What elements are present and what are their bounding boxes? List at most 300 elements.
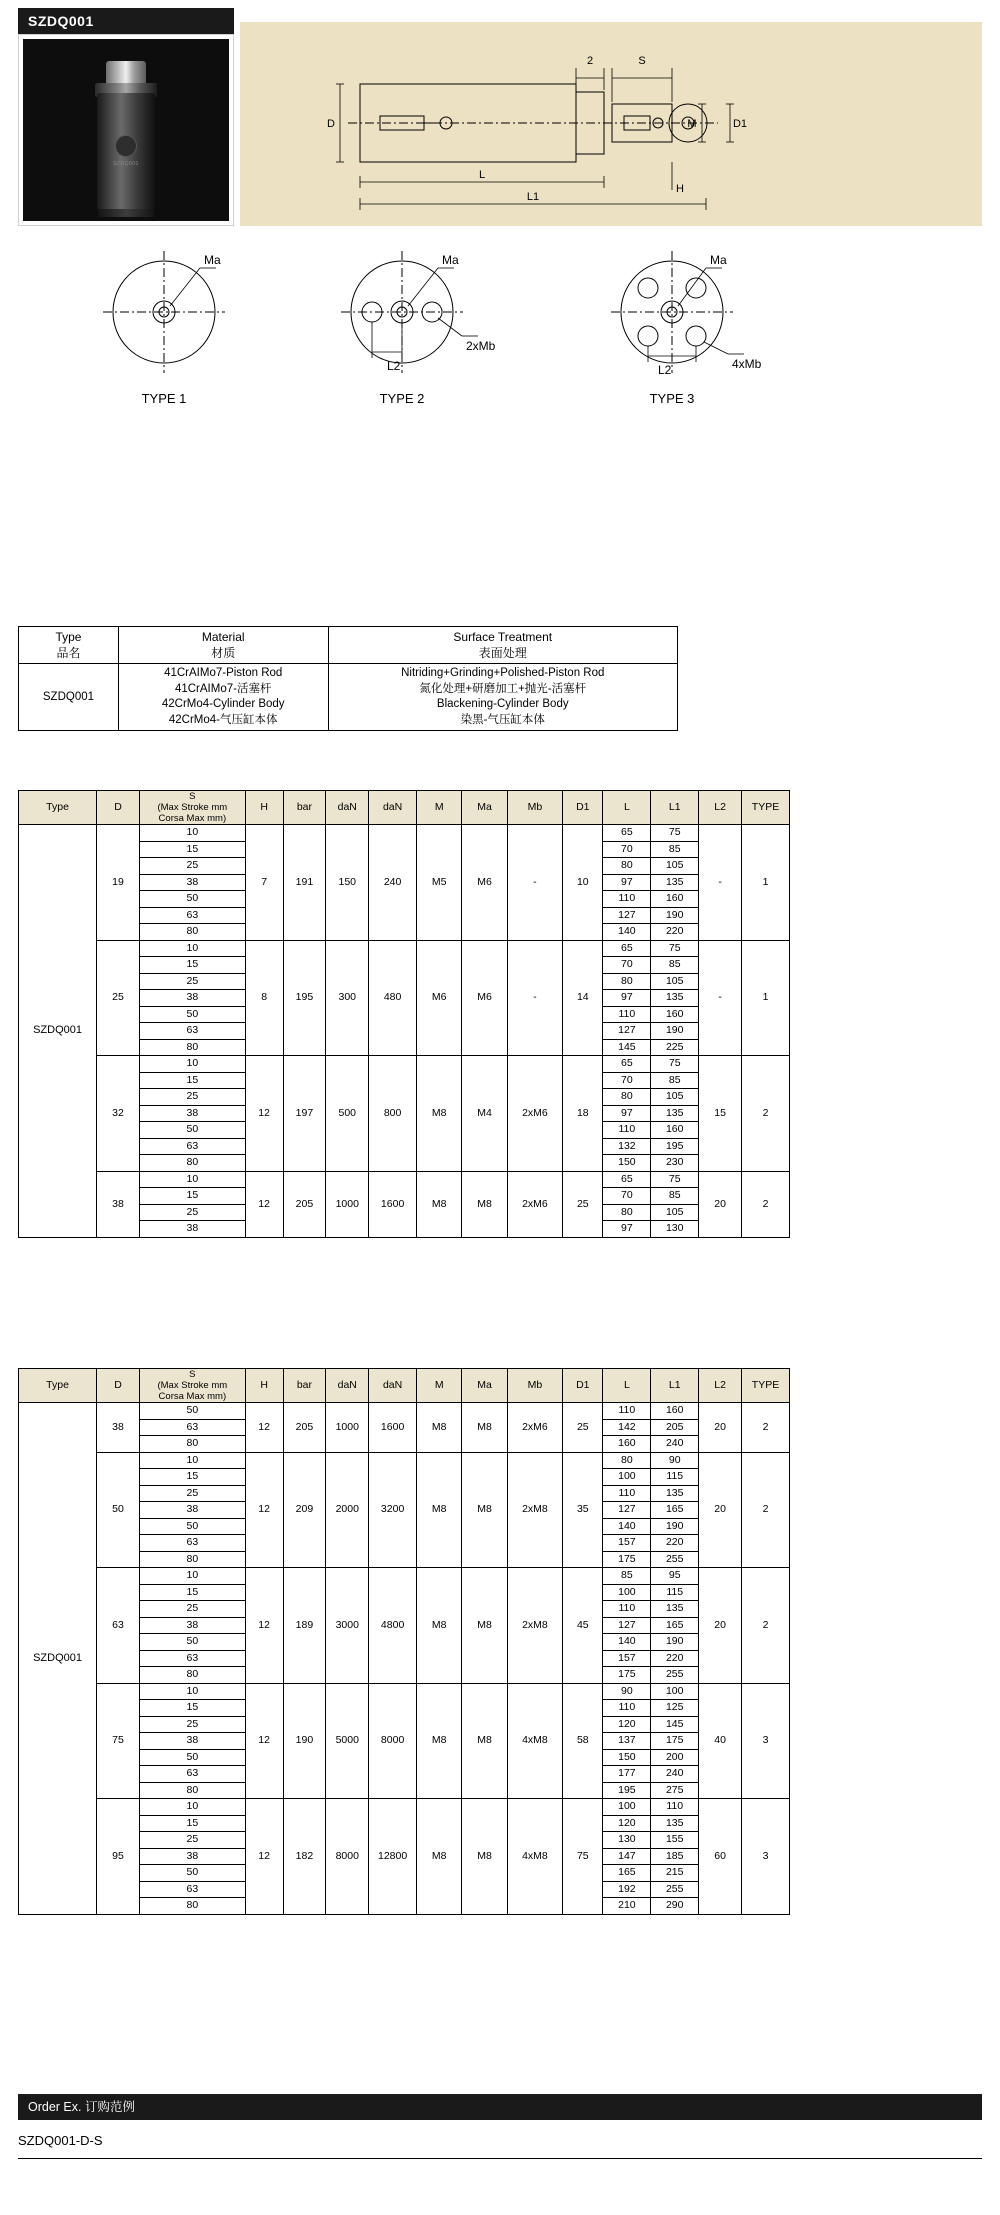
spec-header-dan-5: daN (326, 791, 369, 825)
spec-cell-s: 15 (139, 841, 245, 858)
spec-cell-l: 192 (603, 1881, 651, 1898)
spec-cell-l1: 230 (651, 1155, 699, 1172)
spec-cell-l1: 195 (651, 1138, 699, 1155)
spec-cell-l: 127 (603, 907, 651, 924)
material-table-header-row (19, 627, 678, 664)
spec-cell-m: M8 (417, 1568, 462, 1684)
spec-cell-bar: 182 (283, 1799, 326, 1915)
spec-cell-l: 130 (603, 1832, 651, 1849)
material-table-row (19, 664, 678, 731)
spec-cell-s: 80 (139, 1667, 245, 1684)
spec-cell-l1: 85 (651, 841, 699, 858)
spec-cell-mb: 4xM8 (507, 1799, 562, 1915)
spec-cell-bar: 189 (283, 1568, 326, 1684)
spec-header-row (19, 1369, 790, 1403)
spec-cell-l2: 20 (699, 1403, 742, 1453)
spec-cell-d1: 18 (563, 1056, 603, 1172)
spec-cell-d1: 75 (563, 1799, 603, 1915)
spec-cell-l: 70 (603, 1072, 651, 1089)
spec-cell-l1: 240 (651, 1436, 699, 1453)
spec-cell-dan1: 1000 (326, 1403, 369, 1453)
spec-cell-l1: 165 (651, 1617, 699, 1634)
spec-row (19, 1568, 790, 1585)
spec-cell-d: 32 (97, 1056, 140, 1172)
spec-cell-l1: 75 (651, 1056, 699, 1073)
spec-cell-l2: 20 (699, 1568, 742, 1684)
spec-cell-s: 63 (139, 1650, 245, 1667)
spec-cell-dan1: 500 (326, 1056, 369, 1172)
spec-cell-dan2: 240 (369, 825, 417, 941)
spec-cell-s: 25 (139, 1832, 245, 1849)
spec-cell-dan1: 150 (326, 825, 369, 941)
spec-cell-s: 15 (139, 1469, 245, 1486)
spec-cell-l1: 135 (651, 990, 699, 1007)
spec-cell-l: 150 (603, 1749, 651, 1766)
spec-cell-d: 95 (97, 1799, 140, 1915)
spec-header-ma-8: Ma (462, 791, 507, 825)
spec-cell-s: 80 (139, 1155, 245, 1172)
dim-label-S: S (638, 55, 646, 67)
spec-cell-s: 25 (139, 973, 245, 990)
spec-cell-dan2: 1600 (369, 1171, 417, 1237)
spec-table-1 (18, 790, 790, 1238)
spec-cell-l1: 105 (651, 1089, 699, 1106)
spec-cell-l1: 105 (651, 973, 699, 990)
spec-cell-s: 50 (139, 1122, 245, 1139)
spec-cell-s: 15 (139, 1815, 245, 1832)
spec-cell-type-num: 3 (742, 1799, 790, 1915)
spec-cell-d: 75 (97, 1683, 140, 1799)
spec-cell-l1: 95 (651, 1568, 699, 1585)
spec-header-l1-12: L1 (651, 1369, 699, 1403)
spec-cell-l1: 100 (651, 1683, 699, 1700)
spec-cell-l1: 205 (651, 1419, 699, 1436)
spec-cell-l: 80 (603, 973, 651, 990)
spec-cell-dan2: 3200 (369, 1452, 417, 1568)
spec-cell-l: 195 (603, 1782, 651, 1799)
spec-header-h-3: H (245, 791, 283, 825)
spec-cell-h: 12 (245, 1056, 283, 1172)
spec-cell-bar: 197 (283, 1056, 326, 1172)
spec-cell-s: 25 (139, 1716, 245, 1733)
spec-cell-s: 38 (139, 1848, 245, 1865)
spec-cell-bar: 205 (283, 1403, 326, 1453)
page-title: SZDQ001 (18, 8, 234, 34)
spec-cell-l1: 220 (651, 924, 699, 941)
spec-header-s: S (Max Stroke mm Corsa Max mm) (139, 791, 245, 825)
spec-cell-l: 127 (603, 1023, 651, 1040)
spec-cell-l: 97 (603, 1221, 651, 1238)
spec-cell-l: 142 (603, 1419, 651, 1436)
spec-cell-l: 175 (603, 1667, 651, 1684)
material-cell-material: 41CrAIMo7-Piston Rod 41CrAIMo7-活塞杆 42CrMo4-Cylinder Body 42CrMo4-气压缸本体 (118, 664, 328, 731)
spec-cell-type-num: 2 (742, 1403, 790, 1453)
spec-cell-bar: 190 (283, 1683, 326, 1799)
spec-cell-s: 50 (139, 1403, 245, 1420)
spec-cell-l: 137 (603, 1733, 651, 1750)
spec-cell-l1: 200 (651, 1749, 699, 1766)
spec-cell-h: 8 (245, 940, 283, 1056)
spec-row (19, 1799, 790, 1816)
spec-cell-s: 50 (139, 1518, 245, 1535)
order-example-bar: Order Ex. 订购范例 (18, 2094, 982, 2120)
spec-cell-bar: 191 (283, 825, 326, 941)
spec-header-s: S (Max Stroke mm Corsa Max mm) (139, 1369, 245, 1403)
spec-cell-l1: 185 (651, 1848, 699, 1865)
spec-cell-s: 80 (139, 924, 245, 941)
spec-cell-type-num: 3 (742, 1683, 790, 1799)
spec-cell-s: 80 (139, 1551, 245, 1568)
spec-cell-h: 12 (245, 1683, 283, 1799)
spec-cell-s: 38 (139, 1617, 245, 1634)
spec-cell-bar: 195 (283, 940, 326, 1056)
spec-cell-s: 15 (139, 1584, 245, 1601)
spec-cell-s: 80 (139, 1782, 245, 1799)
spec-cell-l: 110 (603, 1403, 651, 1420)
spec-header-mb-9: Mb (507, 1369, 562, 1403)
spec-header-d1-10: D1 (563, 1369, 603, 1403)
spec-cell-m: M8 (417, 1056, 462, 1172)
spec-cell-s: 50 (139, 1865, 245, 1882)
spec-header-row (19, 791, 790, 825)
spec-cell-l: 65 (603, 825, 651, 842)
spec-cell-dan2: 1600 (369, 1403, 417, 1453)
spec-cell-l: 65 (603, 1171, 651, 1188)
spec-row (19, 1683, 790, 1700)
dim-label-H: H (676, 183, 684, 195)
spec-cell-l: 70 (603, 841, 651, 858)
type-1-caption: TYPE 1 (141, 391, 187, 406)
order-example-code: SZDQ001-D-S (18, 2133, 103, 2148)
spec-cell-s: 15 (139, 1188, 245, 1205)
type2-l2-label: L2 (387, 359, 401, 373)
spec-cell-l: 100 (603, 1799, 651, 1816)
spec-header-type-0: Type (19, 791, 97, 825)
spec-cell-bar: 205 (283, 1171, 326, 1237)
spec-cell-d: 19 (97, 825, 140, 941)
dim-label-D1: D1 (732, 118, 748, 130)
spec-header-m-7: M (417, 791, 462, 825)
type-3-caption: TYPE 3 (649, 391, 695, 406)
spec-cell-m: M8 (417, 1452, 462, 1568)
spec-cell-ma: M8 (462, 1799, 507, 1915)
type3-mb-label: 4xMb (732, 357, 762, 371)
spec-cell-mb: 2xM6 (507, 1171, 562, 1237)
spec-header-ma-8: Ma (462, 1369, 507, 1403)
technical-drawing-panel (240, 22, 982, 226)
spec-cell-h: 12 (245, 1171, 283, 1237)
spec-cell-l1: 135 (651, 1601, 699, 1618)
spec-header-l-11: L (603, 791, 651, 825)
spec-cell-ma: M8 (462, 1568, 507, 1684)
spec-cell-l2: 20 (699, 1171, 742, 1237)
spec-cell-h: 12 (245, 1452, 283, 1568)
spec-cell-s: 10 (139, 825, 245, 842)
spec-cell-l: 210 (603, 1898, 651, 1915)
spec-cell-l: 70 (603, 1188, 651, 1205)
spec-cell-l: 150 (603, 1155, 651, 1172)
spec-cell-l1: 130 (651, 1221, 699, 1238)
product-photo-label: SZDQ001 (113, 161, 139, 167)
spec-cell-d1: 35 (563, 1452, 603, 1568)
spec-cell-s: 38 (139, 1105, 245, 1122)
spec-cell-l1: 90 (651, 1452, 699, 1469)
spec-cell-l2: - (699, 825, 742, 941)
spec-cell-l1: 240 (651, 1766, 699, 1783)
spec-cell-ma: M8 (462, 1171, 507, 1237)
spec-cell-type-num: 1 (742, 825, 790, 941)
spec-cell-l: 80 (603, 1452, 651, 1469)
spec-cell-s: 25 (139, 1204, 245, 1221)
spec-row (19, 940, 790, 957)
spec-cell-l1: 145 (651, 1716, 699, 1733)
spec-header-l1-12: L1 (651, 791, 699, 825)
spec-cell-l: 157 (603, 1535, 651, 1552)
spec-cell-l: 90 (603, 1683, 651, 1700)
spec-cell-d: 25 (97, 940, 140, 1056)
spec-cell-s: 38 (139, 874, 245, 891)
dim-label-L1: L1 (526, 191, 540, 203)
spec-cell-l1: 85 (651, 1188, 699, 1205)
spec-cell-m: M8 (417, 1171, 462, 1237)
spec-cell-l1: 190 (651, 1023, 699, 1040)
spec-cell-l1: 190 (651, 907, 699, 924)
spec-row (19, 1403, 790, 1420)
spec-cell-mb: 2xM8 (507, 1568, 562, 1684)
spec-cell-l: 140 (603, 1634, 651, 1651)
spec-header-l-11: L (603, 1369, 651, 1403)
spec-cell-s: 25 (139, 1089, 245, 1106)
spec-header-m-7: M (417, 1369, 462, 1403)
spec-cell-l1: 220 (651, 1650, 699, 1667)
spec-cell-h: 12 (245, 1568, 283, 1684)
spec-cell-l: 65 (603, 940, 651, 957)
spec-cell-s: 50 (139, 1006, 245, 1023)
spec-header-type-14: TYPE (742, 1369, 790, 1403)
spec-cell-d1: 10 (563, 825, 603, 941)
spec-cell-mb: 2xM6 (507, 1403, 562, 1453)
spec-cell-dan2: 800 (369, 1056, 417, 1172)
spec-cell-m: M8 (417, 1403, 462, 1453)
spec-cell-l: 70 (603, 957, 651, 974)
spec-cell-l1: 110 (651, 1799, 699, 1816)
spec-cell-l: 160 (603, 1436, 651, 1453)
spec-cell-dan1: 8000 (326, 1799, 369, 1915)
spec-cell-l: 120 (603, 1716, 651, 1733)
spec-cell-dan1: 5000 (326, 1683, 369, 1799)
spec-cell-l2: 20 (699, 1452, 742, 1568)
spec-cell-m: M5 (417, 825, 462, 941)
spec-cell-s: 15 (139, 1700, 245, 1717)
spec-cell-s: 38 (139, 1221, 245, 1238)
spec-cell-l1: 165 (651, 1502, 699, 1519)
material-cell-surface: Nitriding+Grinding+Polished-Piston Rod 氮化处理+研磨加工+抛光-活塞杆 Blackening-Cylinder Body 染黑-气压缸本体 (328, 664, 677, 731)
spec-cell-l: 145 (603, 1039, 651, 1056)
spec-cell-d: 38 (97, 1171, 140, 1237)
dim-label-2: 2 (586, 55, 594, 67)
spec-header-bar-4: bar (283, 791, 326, 825)
spec-cell-ma: M4 (462, 1056, 507, 1172)
spec-cell-l: 140 (603, 1518, 651, 1535)
type3-ma-label: Ma (710, 253, 727, 267)
spec-cell-type-num: 2 (742, 1171, 790, 1237)
spec-cell-s: 10 (139, 1056, 245, 1073)
spec-cell-l: 132 (603, 1138, 651, 1155)
spec-cell-d: 63 (97, 1568, 140, 1684)
spec-cell-l: 110 (603, 891, 651, 908)
spec-cell-l1: 115 (651, 1469, 699, 1486)
spec-cell-s: 63 (139, 1881, 245, 1898)
spec-cell-s: 10 (139, 1799, 245, 1816)
spec-cell-mb: 2xM6 (507, 1056, 562, 1172)
spec-cell-l2: 60 (699, 1799, 742, 1915)
spec-header-d1-10: D1 (563, 791, 603, 825)
product-logo-icon (115, 135, 137, 157)
spec-cell-l: 97 (603, 1105, 651, 1122)
spec-cell-d1: 45 (563, 1568, 603, 1684)
spec-cell-l1: 160 (651, 891, 699, 908)
material-cell-type: SZDQ001 (19, 664, 119, 731)
spec-cell-s: 63 (139, 1023, 245, 1040)
spec-cell-d1: 58 (563, 1683, 603, 1799)
spec-cell-l1: 190 (651, 1518, 699, 1535)
spec-cell-l1: 85 (651, 1072, 699, 1089)
dim-label-M: M (687, 118, 697, 130)
spec-cell-l1: 135 (651, 1105, 699, 1122)
spec-cell-l: 140 (603, 924, 651, 941)
spec-cell-dan1: 1000 (326, 1171, 369, 1237)
spec-header-type-14: TYPE (742, 791, 790, 825)
spec-cell-s: 63 (139, 1535, 245, 1552)
spec-cell-l1: 115 (651, 1584, 699, 1601)
spec-cell-l: 120 (603, 1815, 651, 1832)
dim-label-D: D (327, 118, 335, 130)
spec-cell-l1: 160 (651, 1403, 699, 1420)
spec-cell-ma: M8 (462, 1403, 507, 1453)
spec-cell-ma: M8 (462, 1452, 507, 1568)
spec-cell-s: 38 (139, 990, 245, 1007)
spec-cell-l: 100 (603, 1469, 651, 1486)
spec-cell-s: 38 (139, 1502, 245, 1519)
spec-cell-l1: 160 (651, 1122, 699, 1139)
spec-cell-l: 127 (603, 1617, 651, 1634)
spec-cell-ma: M6 (462, 825, 507, 941)
spec-cell-type-num: 2 (742, 1056, 790, 1172)
product-photo (18, 34, 234, 226)
spec-cell-s: 63 (139, 1766, 245, 1783)
spec-cell-d1: 25 (563, 1171, 603, 1237)
spec-cell-l: 110 (603, 1601, 651, 1618)
spec-cell-l: 157 (603, 1650, 651, 1667)
spec-row (19, 1452, 790, 1469)
type1-ma-label: Ma (204, 253, 221, 267)
photo-background (23, 39, 229, 221)
spec-cell-d: 38 (97, 1403, 140, 1453)
spec-cell-s: 10 (139, 1171, 245, 1188)
spec-cell-s: 10 (139, 1568, 245, 1585)
spec-cell-l1: 255 (651, 1881, 699, 1898)
spec-cell-mb: - (507, 825, 562, 941)
spec-header-dan-5: daN (326, 1369, 369, 1403)
spec-cell-m: M6 (417, 940, 462, 1056)
cylinder-ring-illustration (98, 209, 154, 217)
spec-cell-bar: 209 (283, 1452, 326, 1568)
spec-cell-l2: 15 (699, 1056, 742, 1172)
type2-ma-label: Ma (442, 253, 459, 267)
spec-cell-l1: 105 (651, 858, 699, 875)
spec-cell-l: 80 (603, 1089, 651, 1106)
spec-cell-type: SZDQ001 (19, 1403, 97, 1915)
spec-header-d-1: D (97, 791, 140, 825)
type3-l2-label: L2 (658, 363, 672, 377)
spec-cell-l1: 135 (651, 1815, 699, 1832)
type-2-caption: TYPE 2 (379, 391, 425, 406)
spec-cell-dan2: 4800 (369, 1568, 417, 1684)
spec-cell-l: 100 (603, 1584, 651, 1601)
type-views (0, 236, 1000, 406)
spec-cell-s: 50 (139, 1634, 245, 1651)
material-table (18, 626, 678, 731)
spec-header-dan-6: daN (369, 1369, 417, 1403)
technical-drawing-svg (240, 22, 982, 226)
spec-cell-l: 97 (603, 990, 651, 1007)
spec-cell-l: 175 (603, 1551, 651, 1568)
spec-cell-type: SZDQ001 (19, 825, 97, 1238)
spec-header-l2-13: L2 (699, 791, 742, 825)
spec-cell-l1: 255 (651, 1551, 699, 1568)
spec-cell-dan2: 12800 (369, 1799, 417, 1915)
spec-cell-l1: 75 (651, 1171, 699, 1188)
spec-cell-m: M8 (417, 1799, 462, 1915)
spec-cell-s: 80 (139, 1898, 245, 1915)
spec-header-mb-9: Mb (507, 791, 562, 825)
spec-cell-mb: 4xM8 (507, 1683, 562, 1799)
spec-cell-s: 25 (139, 858, 245, 875)
spec-cell-l: 110 (603, 1700, 651, 1717)
spec-cell-d1: 14 (563, 940, 603, 1056)
spec-cell-l: 65 (603, 1056, 651, 1073)
order-divider (18, 2158, 982, 2159)
spec-cell-l1: 105 (651, 1204, 699, 1221)
spec-cell-type-num: 2 (742, 1568, 790, 1684)
piston-rod-illustration (106, 61, 146, 85)
spec-cell-l: 80 (603, 858, 651, 875)
spec-header-dan-6: daN (369, 791, 417, 825)
spec-cell-l1: 75 (651, 825, 699, 842)
spec-row (19, 1056, 790, 1073)
spec-cell-l1: 125 (651, 1700, 699, 1717)
spec-cell-l1: 290 (651, 1898, 699, 1915)
spec-cell-l: 110 (603, 1485, 651, 1502)
spec-cell-d1: 25 (563, 1403, 603, 1453)
spec-cell-l: 177 (603, 1766, 651, 1783)
spec-cell-s: 63 (139, 1419, 245, 1436)
spec-cell-s: 80 (139, 1039, 245, 1056)
spec-cell-l1: 225 (651, 1039, 699, 1056)
spec-cell-l1: 135 (651, 1485, 699, 1502)
spec-cell-l: 147 (603, 1848, 651, 1865)
spec-cell-type-num: 2 (742, 1452, 790, 1568)
spec-cell-s: 25 (139, 1601, 245, 1618)
spec-cell-s: 80 (139, 1436, 245, 1453)
spec-cell-l1: 215 (651, 1865, 699, 1882)
spec-cell-l: 97 (603, 874, 651, 891)
spec-table-2 (18, 1368, 790, 1915)
spec-cell-l: 85 (603, 1568, 651, 1585)
spec-cell-s: 50 (139, 891, 245, 908)
spec-cell-ma: M6 (462, 940, 507, 1056)
material-header-surface: Surface Treatment 表面处理 (328, 627, 677, 664)
